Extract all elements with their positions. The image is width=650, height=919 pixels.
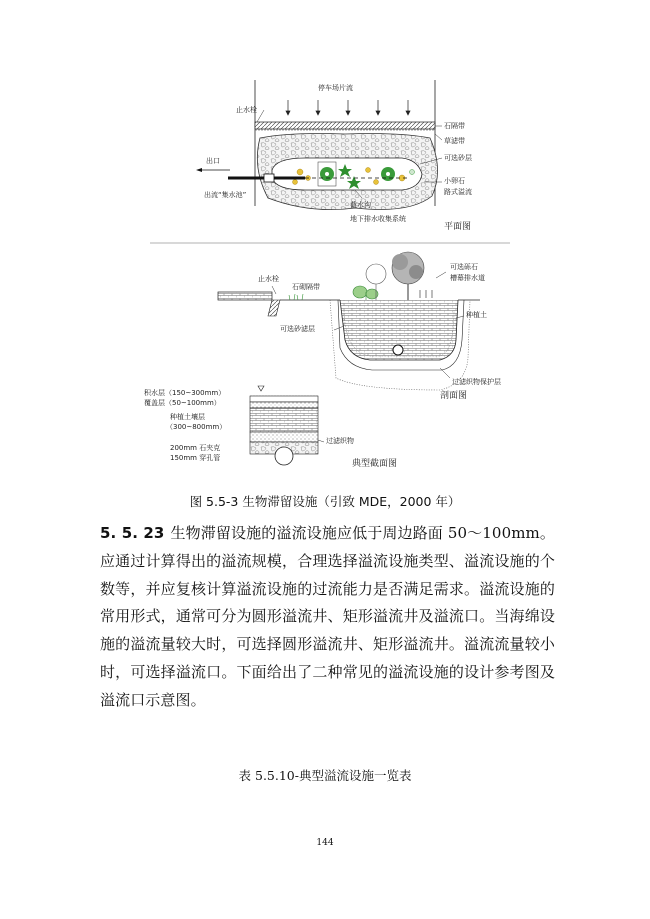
label-section-stop-bolt: 止水栓 [258, 275, 279, 283]
label-pipe: 150mm 穿孔管 [170, 454, 221, 462]
page-number: 144 [316, 838, 334, 848]
label-section-stone-strip: 石砌隔带 [292, 283, 320, 291]
label-plant-soil: 种植土 [466, 311, 487, 319]
label-section-sand: 可选砂滤层 [280, 325, 315, 333]
clause-paragraph [100, 520, 555, 715]
label-section-title: 剖面图 [440, 391, 468, 401]
label-trench: 截水沟 [350, 201, 371, 209]
label-pond-layer: 积水层（150~300mm） [144, 389, 226, 397]
label-stop-bolt: 止水栓 [236, 106, 257, 114]
label-sand-layer: 可选砂层 [444, 154, 472, 162]
label-typical-fabric: 过滤织物 [326, 437, 354, 445]
label-optional-gravel: 可选砾石 [450, 263, 478, 271]
label-plan-title: 平面图 [444, 222, 472, 232]
figure-caption: 图 5.5-3 生物滞留设施（引致 MDE，2000 年） [189, 494, 461, 509]
label-soil-layer: 种植土壤层 [170, 413, 205, 421]
clause-number: 5. 5. 23 [100, 524, 165, 542]
label-pebble-overflow: 路式溢流 [444, 188, 472, 196]
label-outlet: 出口 [206, 157, 220, 165]
label-parking-flow: 停车场片流 [318, 84, 353, 92]
bioretention-figure [140, 78, 520, 478]
label-grass-strip: 草滤带 [444, 137, 465, 145]
label-section-fabric: 过滤织物保护层 [452, 378, 501, 386]
label-stone-strip: 石隔带 [444, 122, 465, 130]
label-gravel: 200mm 石夹克 [170, 444, 221, 452]
label-channel: 槽幕排水道 [450, 274, 485, 282]
label-pebble: 小卵石 [444, 177, 465, 185]
clause-text: 生物滞留设施的溢流设施应低于周边路面 50～100mm。应通过计算得出的溢流规模，合理选择溢流设施类型、溢流设施的个数等，并应复核计算溢流设施的过流能力是否满足需求。溢流设施的常用形式，通常可分为圆形溢流井、矩形溢流井及溢流口。当海绵设施的溢流量较大时，可选择圆形溢流井、矩形溢流井。溢流流量较小时，可选择溢流口。下面给出了二种常见的溢流设施的设计参考图及溢流口示意图。 [100, 524, 555, 709]
label-outflow: 出流“集水池” [204, 191, 247, 199]
label-soil-depth: （300~800mm） [166, 423, 227, 431]
label-drain-system: 地下排水收集系统 [350, 215, 406, 223]
label-typical-title: 典型截面图 [352, 459, 398, 469]
section-view [218, 252, 480, 390]
typical-section-view [250, 386, 324, 465]
table-title: 表 5.5.10-典型溢流设施一览表 [238, 768, 412, 783]
label-cover-layer: 覆盖层（50~100mm） [144, 399, 221, 407]
